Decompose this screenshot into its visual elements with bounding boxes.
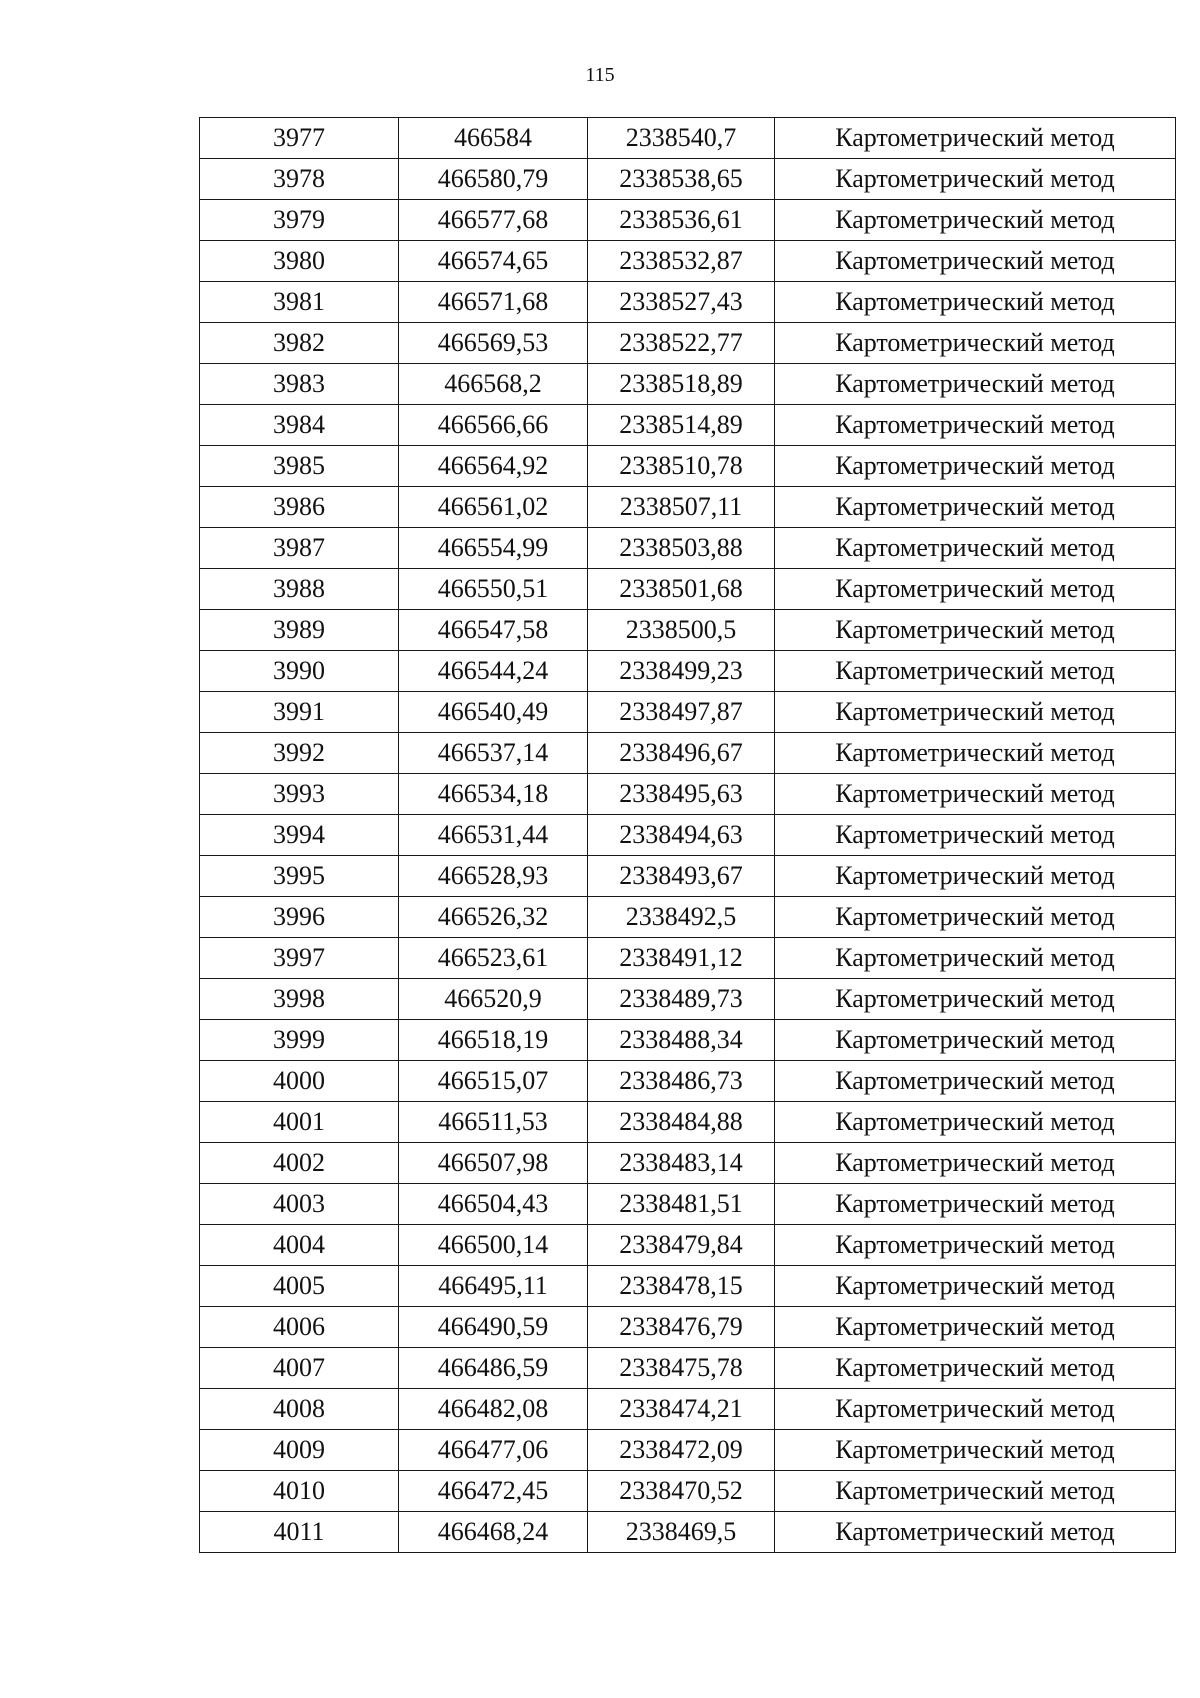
table-row	[200, 1307, 1176, 1348]
point-number-cell: 3979	[200, 200, 399, 241]
method-cell: Картометрический метод	[775, 733, 1176, 774]
table-row	[200, 159, 1176, 200]
table-row	[200, 446, 1176, 487]
y-coordinate-cell: 2338501,68	[588, 569, 775, 610]
method-cell: Картометрический метод	[775, 1184, 1176, 1225]
point-number-cell: 4000	[200, 1061, 399, 1102]
x-coordinate-cell: 466531,44	[399, 815, 588, 856]
table-row	[200, 282, 1176, 323]
x-coordinate-cell: 466515,07	[399, 1061, 588, 1102]
y-coordinate-cell: 2338538,65	[588, 159, 775, 200]
y-coordinate-cell: 2338483,14	[588, 1143, 775, 1184]
method-cell: Картометрический метод	[775, 282, 1176, 323]
x-coordinate-cell: 466504,43	[399, 1184, 588, 1225]
x-coordinate-cell: 466547,58	[399, 610, 588, 651]
x-coordinate-cell: 466566,66	[399, 405, 588, 446]
point-number-cell: 3996	[200, 897, 399, 938]
x-coordinate-cell: 466500,14	[399, 1225, 588, 1266]
method-cell: Картометрический метод	[775, 528, 1176, 569]
table-row	[200, 241, 1176, 282]
x-coordinate-cell: 466540,49	[399, 692, 588, 733]
y-coordinate-cell: 2338488,34	[588, 1020, 775, 1061]
method-cell: Картометрический метод	[775, 1512, 1176, 1553]
table-row	[200, 856, 1176, 897]
point-number-cell: 4006	[200, 1307, 399, 1348]
method-cell: Картометрический метод	[775, 1389, 1176, 1430]
method-cell: Картометрический метод	[775, 1020, 1176, 1061]
x-coordinate-cell: 466520,9	[399, 979, 588, 1020]
y-coordinate-cell: 2338507,11	[588, 487, 775, 528]
y-coordinate-cell: 2338496,67	[588, 733, 775, 774]
x-coordinate-cell: 466544,24	[399, 651, 588, 692]
y-coordinate-cell: 2338493,67	[588, 856, 775, 897]
method-cell: Картометрический метод	[775, 118, 1176, 159]
y-coordinate-cell: 2338481,51	[588, 1184, 775, 1225]
y-coordinate-cell: 2338484,88	[588, 1102, 775, 1143]
table-row	[200, 364, 1176, 405]
table-row	[200, 1102, 1176, 1143]
table-row	[200, 405, 1176, 446]
method-cell: Картометрический метод	[775, 1348, 1176, 1389]
table-row	[200, 1471, 1176, 1512]
x-coordinate-cell: 466528,93	[399, 856, 588, 897]
y-coordinate-cell: 2338469,5	[588, 1512, 775, 1553]
x-coordinate-cell: 466507,98	[399, 1143, 588, 1184]
x-coordinate-cell: 466495,11	[399, 1266, 588, 1307]
method-cell: Картометрический метод	[775, 241, 1176, 282]
table-row	[200, 733, 1176, 774]
table-row	[200, 1389, 1176, 1430]
method-cell: Картометрический метод	[775, 1307, 1176, 1348]
point-number-cell: 3992	[200, 733, 399, 774]
y-coordinate-cell: 2338491,12	[588, 938, 775, 979]
method-cell: Картометрический метод	[775, 1061, 1176, 1102]
coordinates-table	[199, 117, 1176, 1553]
point-number-cell: 3985	[200, 446, 399, 487]
x-coordinate-cell: 466550,51	[399, 569, 588, 610]
y-coordinate-cell: 2338470,52	[588, 1471, 775, 1512]
table-row	[200, 569, 1176, 610]
y-coordinate-cell: 2338522,77	[588, 323, 775, 364]
table-row	[200, 1266, 1176, 1307]
x-coordinate-cell: 466477,06	[399, 1430, 588, 1471]
point-number-cell: 3995	[200, 856, 399, 897]
table-row	[200, 1430, 1176, 1471]
point-number-cell: 3978	[200, 159, 399, 200]
x-coordinate-cell: 466574,65	[399, 241, 588, 282]
point-number-cell: 3999	[200, 1020, 399, 1061]
x-coordinate-cell: 466482,08	[399, 1389, 588, 1430]
x-coordinate-cell: 466490,59	[399, 1307, 588, 1348]
point-number-cell: 3993	[200, 774, 399, 815]
x-coordinate-cell: 466472,45	[399, 1471, 588, 1512]
table-row	[200, 815, 1176, 856]
x-coordinate-cell: 466569,53	[399, 323, 588, 364]
point-number-cell: 3990	[200, 651, 399, 692]
point-number-cell: 3989	[200, 610, 399, 651]
x-coordinate-cell: 466534,18	[399, 774, 588, 815]
method-cell: Картометрический метод	[775, 651, 1176, 692]
x-coordinate-cell: 466584	[399, 118, 588, 159]
page-number: 115	[585, 64, 615, 86]
point-number-cell: 3987	[200, 528, 399, 569]
point-number-cell: 4011	[200, 1512, 399, 1553]
table-row	[200, 1061, 1176, 1102]
point-number-cell: 4009	[200, 1430, 399, 1471]
table-row	[200, 692, 1176, 733]
y-coordinate-cell: 2338489,73	[588, 979, 775, 1020]
point-number-cell: 4008	[200, 1389, 399, 1430]
x-coordinate-cell: 466561,02	[399, 487, 588, 528]
method-cell: Картометрический метод	[775, 569, 1176, 610]
point-number-cell: 3977	[200, 118, 399, 159]
method-cell: Картометрический метод	[775, 405, 1176, 446]
method-cell: Картометрический метод	[775, 1225, 1176, 1266]
y-coordinate-cell: 2338527,43	[588, 282, 775, 323]
x-coordinate-cell: 466554,99	[399, 528, 588, 569]
y-coordinate-cell: 2338472,09	[588, 1430, 775, 1471]
x-coordinate-cell: 466511,53	[399, 1102, 588, 1143]
point-number-cell: 3981	[200, 282, 399, 323]
table-row	[200, 1184, 1176, 1225]
table-row	[200, 1348, 1176, 1389]
point-number-cell: 3983	[200, 364, 399, 405]
method-cell: Картометрический метод	[775, 323, 1176, 364]
method-cell: Картометрический метод	[775, 364, 1176, 405]
x-coordinate-cell: 466523,61	[399, 938, 588, 979]
method-cell: Картометрический метод	[775, 938, 1176, 979]
point-number-cell: 3994	[200, 815, 399, 856]
method-cell: Картометрический метод	[775, 446, 1176, 487]
x-coordinate-cell: 466568,2	[399, 364, 588, 405]
y-coordinate-cell: 2338503,88	[588, 528, 775, 569]
method-cell: Картометрический метод	[775, 897, 1176, 938]
table-row	[200, 118, 1176, 159]
table-row	[200, 323, 1176, 364]
x-coordinate-cell: 466580,79	[399, 159, 588, 200]
point-number-cell: 3998	[200, 979, 399, 1020]
method-cell: Картометрический метод	[775, 1471, 1176, 1512]
point-number-cell: 3984	[200, 405, 399, 446]
table-row	[200, 651, 1176, 692]
point-number-cell: 4010	[200, 1471, 399, 1512]
table-row	[200, 487, 1176, 528]
point-number-cell: 4002	[200, 1143, 399, 1184]
method-cell: Картометрический метод	[775, 610, 1176, 651]
y-coordinate-cell: 2338474,21	[588, 1389, 775, 1430]
table-row	[200, 938, 1176, 979]
table-row	[200, 1020, 1176, 1061]
y-coordinate-cell: 2338478,15	[588, 1266, 775, 1307]
y-coordinate-cell: 2338518,89	[588, 364, 775, 405]
y-coordinate-cell: 2338532,87	[588, 241, 775, 282]
y-coordinate-cell: 2338492,5	[588, 897, 775, 938]
point-number-cell: 3997	[200, 938, 399, 979]
y-coordinate-cell: 2338536,61	[588, 200, 775, 241]
point-number-cell: 3982	[200, 323, 399, 364]
method-cell: Картометрический метод	[775, 815, 1176, 856]
method-cell: Картометрический метод	[775, 200, 1176, 241]
x-coordinate-cell: 466468,24	[399, 1512, 588, 1553]
x-coordinate-cell: 466526,32	[399, 897, 588, 938]
method-cell: Картометрический метод	[775, 979, 1176, 1020]
table-row	[200, 610, 1176, 651]
y-coordinate-cell: 2338475,78	[588, 1348, 775, 1389]
x-coordinate-cell: 466518,19	[399, 1020, 588, 1061]
x-coordinate-cell: 466537,14	[399, 733, 588, 774]
y-coordinate-cell: 2338497,87	[588, 692, 775, 733]
y-coordinate-cell: 2338514,89	[588, 405, 775, 446]
point-number-cell: 4003	[200, 1184, 399, 1225]
x-coordinate-cell: 466571,68	[399, 282, 588, 323]
y-coordinate-cell: 2338510,78	[588, 446, 775, 487]
table-row	[200, 774, 1176, 815]
method-cell: Картометрический метод	[775, 856, 1176, 897]
y-coordinate-cell: 2338494,63	[588, 815, 775, 856]
method-cell: Картометрический метод	[775, 159, 1176, 200]
x-coordinate-cell: 466577,68	[399, 200, 588, 241]
point-number-cell: 3986	[200, 487, 399, 528]
method-cell: Картометрический метод	[775, 774, 1176, 815]
point-number-cell: 4007	[200, 1348, 399, 1389]
point-number-cell: 3991	[200, 692, 399, 733]
y-coordinate-cell: 2338495,63	[588, 774, 775, 815]
x-coordinate-cell: 466564,92	[399, 446, 588, 487]
y-coordinate-cell: 2338540,7	[588, 118, 775, 159]
point-number-cell: 4005	[200, 1266, 399, 1307]
method-cell: Картометрический метод	[775, 487, 1176, 528]
method-cell: Картометрический метод	[775, 1143, 1176, 1184]
point-number-cell: 3980	[200, 241, 399, 282]
table-row	[200, 1225, 1176, 1266]
point-number-cell: 4001	[200, 1102, 399, 1143]
x-coordinate-cell: 466486,59	[399, 1348, 588, 1389]
point-number-cell: 4004	[200, 1225, 399, 1266]
table-row	[200, 1512, 1176, 1553]
table-row	[200, 979, 1176, 1020]
table-row	[200, 1143, 1176, 1184]
method-cell: Картометрический метод	[775, 1102, 1176, 1143]
y-coordinate-cell: 2338500,5	[588, 610, 775, 651]
table-row	[200, 897, 1176, 938]
method-cell: Картометрический метод	[775, 1266, 1176, 1307]
y-coordinate-cell: 2338486,73	[588, 1061, 775, 1102]
point-number-cell: 3988	[200, 569, 399, 610]
y-coordinate-cell: 2338476,79	[588, 1307, 775, 1348]
method-cell: Картометрический метод	[775, 692, 1176, 733]
y-coordinate-cell: 2338479,84	[588, 1225, 775, 1266]
y-coordinate-cell: 2338499,23	[588, 651, 775, 692]
table-row	[200, 528, 1176, 569]
coordinates-table-body	[200, 118, 1176, 1553]
table-row	[200, 200, 1176, 241]
method-cell: Картометрический метод	[775, 1430, 1176, 1471]
